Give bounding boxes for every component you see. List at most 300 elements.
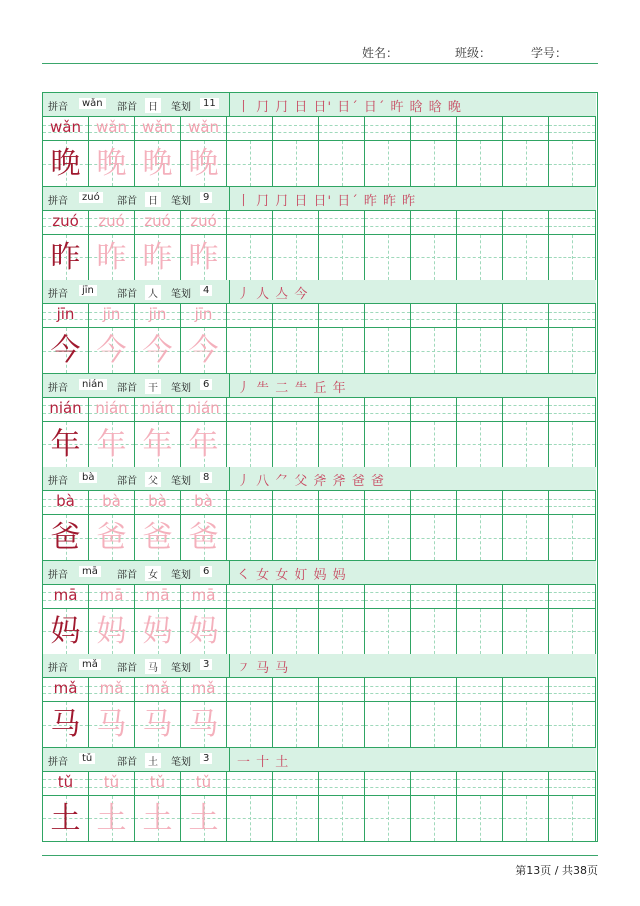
practice-cell[interactable] [43, 211, 89, 234]
character-meta [43, 93, 230, 116]
practice-cell[interactable] [43, 796, 89, 841]
practice-cell[interactable] [135, 211, 181, 234]
practice-cell[interactable] [181, 304, 227, 327]
practice-cell[interactable] [411, 796, 457, 841]
practice-cell[interactable] [135, 235, 181, 280]
practice-cell[interactable] [549, 609, 596, 654]
practice-cell[interactable] [227, 141, 273, 186]
practice-cell[interactable] [273, 609, 319, 654]
pinyin-practice-row [43, 117, 596, 141]
practice-cell[interactable] [365, 141, 411, 186]
practice-cell[interactable] [273, 491, 319, 514]
stroke-order-sequence: 丿 八 ⺈ 父 斧 斧 爸 爸 [237, 474, 385, 489]
pinyin-value: mǎ [79, 659, 101, 670]
strokes-value: 11 [200, 98, 219, 109]
pinyin-model: jīn [56, 305, 75, 323]
practice-cell[interactable] [549, 211, 596, 234]
practice-cell[interactable] [319, 141, 365, 186]
practice-cell[interactable] [181, 678, 227, 701]
practice-cell[interactable] [503, 609, 549, 654]
practice-cell[interactable] [227, 678, 273, 701]
practice-cell[interactable] [411, 422, 457, 467]
character-info-bar [43, 748, 596, 772]
practice-cell[interactable] [411, 772, 457, 795]
character-model: 年 [50, 426, 81, 462]
practice-cell[interactable] [181, 328, 227, 373]
practice-cell[interactable] [181, 211, 227, 234]
practice-cell[interactable] [365, 235, 411, 280]
stroke-order-sequence: 丿 ⺧ 二 ⺧ 丘 年 [237, 380, 347, 396]
practice-cell[interactable] [411, 117, 457, 140]
stroke-order-sequence: 丿 人 亼 今 [237, 287, 309, 302]
practice-cell[interactable] [549, 772, 596, 795]
practice-cell[interactable] [227, 796, 273, 841]
stroke-order-sequence: 丨 ⺆ ⺆ 日 日' 日ˊ 日ˊ 旿 晗 晗 晚 [237, 100, 462, 115]
stroke-order-sequence: 一 十 土 [237, 754, 290, 770]
practice-cell[interactable] [457, 235, 503, 280]
character-trace: 妈 [142, 613, 173, 649]
practice-cell[interactable] [411, 491, 457, 514]
strokes-label: 笔划 [171, 102, 191, 113]
pinyin-model: bà [56, 492, 75, 510]
practice-cell[interactable] [273, 772, 319, 795]
radical-value: 日 [145, 192, 161, 207]
practice-cell[interactable] [549, 304, 596, 327]
practice-cell[interactable] [503, 515, 549, 560]
practice-cell[interactable] [89, 678, 135, 701]
practice-cell[interactable] [457, 772, 503, 795]
character-meta [43, 374, 230, 397]
practice-cell[interactable] [89, 772, 135, 795]
practice-cell[interactable] [503, 211, 549, 234]
practice-cell[interactable] [365, 422, 411, 467]
practice-cell[interactable] [273, 702, 319, 747]
practice-cell[interactable] [319, 702, 365, 747]
practice-cell[interactable] [43, 117, 89, 140]
practice-cell[interactable] [89, 328, 135, 373]
character-block [43, 280, 596, 374]
character-trace: 晚 [142, 146, 173, 181]
practice-cell[interactable] [43, 398, 89, 421]
pinyin-trace: nián [141, 398, 174, 417]
practice-cell[interactable] [273, 304, 319, 327]
practice-cell[interactable] [457, 585, 503, 608]
practice-cell[interactable] [135, 398, 181, 421]
pinyin-practice-row [43, 211, 596, 235]
practice-cell[interactable] [89, 141, 135, 186]
pinyin-value: wǎn [79, 98, 106, 109]
practice-cell[interactable] [457, 796, 503, 841]
practice-cell[interactable] [503, 491, 549, 514]
radical-value: 日 [145, 98, 161, 113]
practice-cell[interactable] [135, 678, 181, 701]
practice-cell[interactable] [549, 422, 596, 467]
practice-cell[interactable] [273, 398, 319, 421]
practice-cell[interactable] [227, 398, 273, 421]
practice-cell[interactable] [503, 235, 549, 280]
practice-cell[interactable] [411, 515, 457, 560]
strokes-value: 8 [200, 472, 212, 483]
practice-cell[interactable] [457, 678, 503, 701]
practice-cell[interactable] [549, 328, 596, 373]
pinyin-trace: tǔ [149, 772, 166, 791]
practice-cell[interactable] [365, 491, 411, 514]
page-number: 第13页 / 共38页 [515, 864, 598, 877]
practice-cell[interactable] [411, 678, 457, 701]
pinyin-trace: zuó [190, 211, 217, 230]
practice-cell[interactable] [227, 702, 273, 747]
practice-cell[interactable] [89, 422, 135, 467]
practice-cell[interactable] [89, 211, 135, 234]
practice-cell[interactable] [135, 328, 181, 373]
pinyin-practice-row [43, 585, 596, 609]
character-practice-row [43, 702, 596, 748]
practice-cell[interactable] [365, 796, 411, 841]
practice-cell[interactable] [411, 304, 457, 327]
character-trace: 晚 [96, 146, 127, 181]
practice-cell[interactable] [135, 702, 181, 747]
practice-cell[interactable] [503, 328, 549, 373]
character-trace: 今 [188, 333, 219, 368]
practice-cell[interactable] [503, 796, 549, 841]
practice-cell[interactable] [549, 702, 596, 747]
practice-cell[interactable] [181, 585, 227, 608]
practice-cell[interactable] [89, 398, 135, 421]
practice-cell[interactable] [181, 422, 227, 467]
practice-cell[interactable] [319, 796, 365, 841]
practice-cell[interactable] [135, 796, 181, 841]
character-info-bar [43, 93, 596, 117]
practice-cell[interactable] [549, 491, 596, 514]
practice-cell[interactable] [43, 491, 89, 514]
practice-cell[interactable] [549, 235, 596, 280]
practice-cell[interactable] [273, 211, 319, 234]
practice-cell[interactable] [549, 141, 596, 186]
practice-cell[interactable] [549, 117, 596, 140]
practice-cell[interactable] [319, 117, 365, 140]
practice-cell[interactable] [319, 398, 365, 421]
pinyin-trace: nián [187, 398, 220, 417]
practice-cell[interactable] [503, 585, 549, 608]
practice-cell[interactable] [135, 141, 181, 186]
practice-cell[interactable] [135, 772, 181, 795]
practice-cell[interactable] [457, 398, 503, 421]
practice-cell[interactable] [135, 609, 181, 654]
character-trace: 今 [96, 333, 127, 368]
practice-cell[interactable] [503, 304, 549, 327]
practice-cell[interactable] [227, 235, 273, 280]
character-trace: 爸 [142, 520, 173, 555]
practice-cell[interactable] [365, 211, 411, 234]
pinyin-trace: mā [191, 585, 216, 604]
pinyin-label: 拼音 [48, 569, 68, 581]
practice-cell[interactable] [181, 235, 227, 280]
practice-cell[interactable] [549, 515, 596, 560]
practice-cell[interactable] [181, 609, 227, 654]
practice-cell[interactable] [365, 304, 411, 327]
strokes-label: 笔划 [171, 289, 191, 300]
practice-cell[interactable] [365, 328, 411, 373]
radical-label: 部首 [117, 289, 137, 300]
pinyin-trace: wǎn [142, 118, 173, 136]
practice-cell[interactable] [457, 491, 503, 514]
pinyin-label: 拼音 [48, 382, 68, 394]
pinyin-trace: bà [102, 492, 121, 510]
pinyin-trace: tǔ [195, 772, 212, 791]
radical-label: 部首 [117, 756, 137, 768]
practice-cell[interactable] [503, 141, 549, 186]
character-trace: 昨 [142, 239, 173, 275]
practice-cell[interactable] [319, 304, 365, 327]
character-info-bar [43, 187, 596, 211]
character-trace: 妈 [188, 613, 219, 649]
practice-cell[interactable] [365, 585, 411, 608]
practice-cell[interactable] [227, 772, 273, 795]
character-trace: 年 [96, 426, 127, 462]
practice-cell[interactable] [365, 398, 411, 421]
pinyin-trace: bà [148, 492, 167, 510]
character-model: 昨 [50, 239, 81, 275]
character-trace: 马 [188, 707, 219, 742]
practice-cell[interactable] [43, 141, 89, 186]
character-meta [43, 280, 230, 303]
practice-cell[interactable] [43, 585, 89, 608]
pinyin-value: bà [79, 472, 97, 483]
practice-cell[interactable] [227, 117, 273, 140]
practice-cell[interactable] [457, 211, 503, 234]
practice-cell[interactable] [411, 235, 457, 280]
practice-cell[interactable] [43, 702, 89, 747]
practice-cell[interactable] [43, 235, 89, 280]
character-info-bar [43, 280, 596, 304]
practice-cell[interactable] [43, 609, 89, 654]
practice-cell[interactable] [457, 609, 503, 654]
practice-cell[interactable] [273, 515, 319, 560]
practice-cell[interactable] [319, 211, 365, 234]
practice-cell[interactable] [319, 678, 365, 701]
practice-cell[interactable] [273, 328, 319, 373]
practice-cell[interactable] [89, 702, 135, 747]
character-model: 今 [50, 333, 81, 368]
radical-label: 部首 [117, 102, 137, 113]
pinyin-trace: zuó [144, 211, 171, 230]
pinyin-model: mā [53, 585, 78, 604]
practice-cell[interactable] [319, 515, 365, 560]
practice-cell[interactable] [89, 609, 135, 654]
practice-cell[interactable] [365, 772, 411, 795]
practice-cell[interactable] [43, 422, 89, 467]
strokes-label: 笔划 [171, 476, 191, 487]
strokes-value: 3 [200, 753, 212, 764]
pinyin-value: zuó [79, 192, 103, 203]
character-block [43, 187, 596, 281]
radical-label: 部首 [117, 382, 137, 394]
practice-cell[interactable] [135, 515, 181, 560]
character-model: 妈 [50, 613, 81, 649]
practice-cell[interactable] [273, 141, 319, 186]
practice-cell[interactable] [273, 678, 319, 701]
practice-cell[interactable] [89, 515, 135, 560]
pinyin-trace: mǎ [191, 679, 216, 697]
character-block [43, 374, 596, 468]
character-meta [43, 748, 230, 771]
practice-cell[interactable] [181, 141, 227, 186]
radical-label: 部首 [117, 569, 137, 581]
strokes-value: 6 [200, 566, 212, 577]
practice-cell[interactable] [135, 304, 181, 327]
character-info-bar [43, 467, 596, 491]
practice-cell[interactable] [181, 117, 227, 140]
pinyin-practice-row [43, 491, 596, 515]
practice-cell[interactable] [457, 328, 503, 373]
practice-cell[interactable] [273, 422, 319, 467]
practice-cell[interactable] [227, 609, 273, 654]
practice-cell[interactable] [411, 211, 457, 234]
practice-cell[interactable] [549, 796, 596, 841]
character-trace: 昨 [188, 239, 219, 275]
practice-cell[interactable] [365, 702, 411, 747]
practice-cell[interactable] [319, 772, 365, 795]
practice-cell[interactable] [181, 515, 227, 560]
practice-cell[interactable] [457, 117, 503, 140]
practice-cell[interactable] [273, 796, 319, 841]
strokes-label: 笔划 [171, 663, 191, 674]
practice-cell[interactable] [457, 515, 503, 560]
practice-cell[interactable] [365, 515, 411, 560]
practice-cell[interactable] [503, 678, 549, 701]
practice-cell[interactable] [411, 702, 457, 747]
practice-cell[interactable] [43, 772, 89, 795]
practice-cell[interactable] [549, 678, 596, 701]
practice-cell[interactable] [89, 235, 135, 280]
pinyin-practice-row [43, 678, 596, 702]
practice-cell[interactable] [319, 328, 365, 373]
character-block [43, 93, 596, 187]
practice-cell[interactable] [43, 515, 89, 560]
practice-cell[interactable] [503, 398, 549, 421]
practice-cell[interactable] [365, 609, 411, 654]
practice-cell[interactable] [89, 796, 135, 841]
character-model: 马 [50, 707, 81, 742]
practice-cell[interactable] [181, 796, 227, 841]
practice-cell[interactable] [319, 491, 365, 514]
practice-cell[interactable] [503, 117, 549, 140]
character-block [43, 561, 596, 655]
name-label: 姓名： [362, 46, 399, 60]
practice-cell[interactable] [365, 678, 411, 701]
practice-cell[interactable] [135, 491, 181, 514]
radical-label: 部首 [117, 195, 137, 207]
radical-label: 部首 [117, 476, 137, 487]
practice-cell[interactable] [181, 398, 227, 421]
pinyin-trace: jīn [148, 305, 167, 323]
practice-cell[interactable] [411, 585, 457, 608]
pinyin-label: 拼音 [48, 663, 68, 674]
practice-cell[interactable] [227, 515, 273, 560]
practice-cell[interactable] [135, 117, 181, 140]
practice-cell[interactable] [227, 211, 273, 234]
practice-cell[interactable] [273, 117, 319, 140]
practice-cell[interactable] [135, 585, 181, 608]
stroke-order-sequence: ㇛ 女 女 奵 妈 妈 [237, 567, 347, 583]
character-meta [43, 561, 230, 584]
pinyin-trace: jīn [102, 305, 121, 323]
practice-cell[interactable] [457, 304, 503, 327]
pinyin-model: zuó [52, 211, 79, 230]
character-block [43, 748, 596, 842]
practice-cell[interactable] [227, 491, 273, 514]
pinyin-value: jīn [79, 285, 97, 296]
pinyin-trace: wǎn [188, 118, 219, 136]
character-meta [43, 187, 230, 210]
character-trace: 爸 [96, 520, 127, 555]
practice-cell[interactable] [411, 141, 457, 186]
practice-cell[interactable] [503, 422, 549, 467]
practice-cell[interactable] [457, 422, 503, 467]
practice-cell[interactable] [319, 422, 365, 467]
practice-cell[interactable] [89, 117, 135, 140]
character-practice-row [43, 796, 596, 842]
character-practice-row [43, 141, 596, 187]
character-info-bar [43, 561, 596, 585]
practice-cell[interactable] [43, 304, 89, 327]
practice-cell[interactable] [457, 702, 503, 747]
practice-cell[interactable] [181, 702, 227, 747]
practice-cell[interactable] [43, 328, 89, 373]
practice-cell[interactable] [89, 585, 135, 608]
practice-cell[interactable] [135, 422, 181, 467]
character-trace: 马 [142, 707, 173, 742]
practice-cell[interactable] [549, 398, 596, 421]
pinyin-trace: mǎ [145, 679, 170, 697]
practice-cell[interactable] [319, 609, 365, 654]
pinyin-value: nián [79, 379, 107, 390]
practice-cell[interactable] [273, 585, 319, 608]
pinyin-label: 拼音 [48, 756, 68, 768]
practice-cell[interactable] [503, 702, 549, 747]
stroke-order-sequence: 丨 ⺆ ⺆ 日 日' 日ˊ 昨 昨 昨 [237, 193, 417, 209]
pinyin-trace: zuó [98, 211, 125, 230]
practice-cell[interactable] [43, 678, 89, 701]
character-trace: 土 [142, 800, 173, 836]
practice-cell[interactable] [411, 609, 457, 654]
strokes-value: 6 [200, 379, 212, 390]
practice-cell[interactable] [227, 304, 273, 327]
practice-cell[interactable] [89, 491, 135, 514]
practice-cell[interactable] [227, 328, 273, 373]
practice-cell[interactable] [411, 398, 457, 421]
practice-cell[interactable] [549, 585, 596, 608]
practice-cell[interactable] [181, 491, 227, 514]
practice-cell[interactable] [503, 772, 549, 795]
practice-cell[interactable] [227, 422, 273, 467]
strokes-value: 4 [200, 285, 212, 296]
radical-value: 父 [145, 472, 161, 487]
practice-cell[interactable] [365, 117, 411, 140]
practice-cell[interactable] [457, 141, 503, 186]
practice-cell[interactable] [181, 772, 227, 795]
pinyin-practice-row [43, 772, 596, 796]
practice-cell[interactable] [273, 235, 319, 280]
pinyin-value: mā [79, 566, 101, 577]
practice-cell[interactable] [89, 304, 135, 327]
character-trace: 年 [142, 426, 173, 462]
practice-cell[interactable] [227, 585, 273, 608]
practice-cell[interactable] [319, 235, 365, 280]
practice-cell[interactable] [411, 328, 457, 373]
character-trace: 马 [96, 707, 127, 742]
practice-cell[interactable] [319, 585, 365, 608]
